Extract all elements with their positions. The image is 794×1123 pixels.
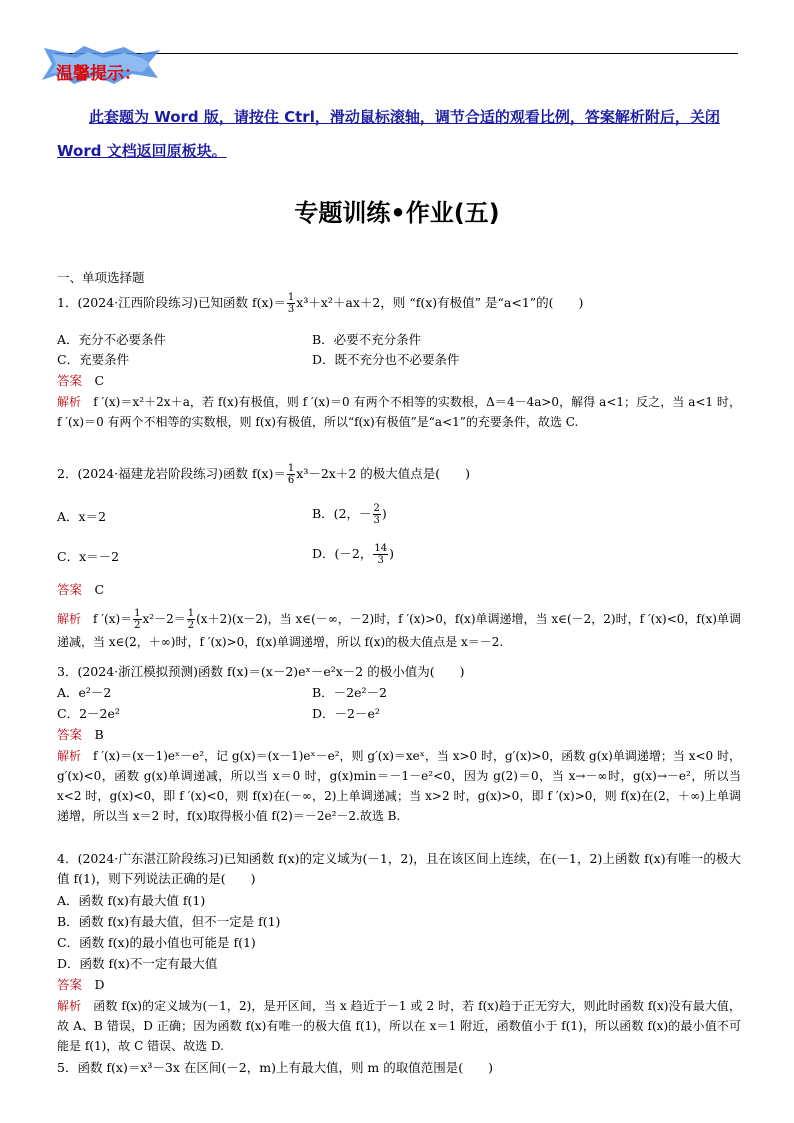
q5-stem: 5．函数 f(x)＝x³－3x 在区间(－2，m)上有最大值，则 m 的取值范围是( ) (57, 1060, 494, 1075)
q2-answer: 答案 C (57, 582, 105, 597)
q4-option-a: A．函数 f(x)有最大值 f(1) (57, 893, 206, 908)
q4-stem: 4．(2024·广东湛江阶段练习)已知函数 f(x)的定义域为(－1，2)，且在该区间上连续，在(－1，2)上函数 f(x)有唯一的极大值 f(1)，则下列说法正确的是( ) (57, 851, 741, 886)
q3-answer: 答案 B (57, 727, 104, 742)
q4-answer: 答案 D (57, 977, 105, 992)
q1-stem: 1．(2024·江西阶段练习)已知函数 f(x)＝ $\frac{1}{3}$ x³＋x²＋ax＋2，则 “f(x)有极值” 是“a<1”的( ) (57, 292, 584, 315)
q1-option-a: A．充分不必要条件 (57, 332, 167, 347)
q4-option-d: D．函数 f(x)不一定有最大值 (57, 956, 218, 971)
q3-option-a: A．e²－2 (57, 685, 112, 700)
q3-solution: 解析 f ′(x)＝(x－1)eˣ－e²，记 g(x)＝(x－1)eˣ－e²，则 g′(x)＝xeˣ，当 x>0 时，g′(x)>0，函数 g(x)单调递增；当 x<0 时，g′(x)<0，函数 g(x)单调递减，所以当 x＝0 时，g(x)min＝－1－e²<0，因为 g(2)＝0，当 x→－∞时，g(x)→－e²，所以当 x<2 时，g(x)<0，即 f ′(x)<0，则 f(x)在(－∞，2)上单调递减；当 x>2 时，g(x)>0，即 f ′(x)>0，则 f(x)在(2，＋∞)上单调递增，所以当 x＝2 时，f(x)取得极小值 f(2)＝－2e²－2.故选 B. (57, 749, 741, 823)
doc-title: 专题训练•作业(五) (294, 199, 500, 227)
q2-option-c: C．x＝－2 (57, 549, 120, 564)
q3-option-d: D．－2－e² (312, 706, 380, 721)
q1-solution: 解析 f ′(x)＝x²＋2x＋a，若 f(x)有极值，则 f ′(x)＝0 有两个不相等的实数根，Δ＝4－4a>0，解得 a<1；反之，当 a<1 时，f ′(x)＝0 有两个不相等的实数根，则 f(x)有极值，所以“f(x)有极值”是“a<1”的充要条件，故选 C. (57, 395, 741, 429)
q2-option-d: D．(－2， $\frac{14}{3}$ ) (312, 543, 394, 566)
q4-option-c: C．函数 f(x)的最小值也可能是 f(1) (57, 935, 256, 950)
q3-option-c: C．2－2e² (57, 706, 120, 721)
q4-solution: 解析 函数 f(x)的定义域为(－1，2)，是开区间，当 x 趋近于－1 或 2 时，若 f(x)趋于正无穷大，则此时函数 f(x)没有最大值，故 A、B 错误，D 正确；因为函数 f(x)有唯一的极大值 f(1)，所以在 x＝1 附近，函数值小于 f(1)，所以函数 f(x)的最小值不可能是 f(1)，故 C 错误、故选 D. (57, 999, 741, 1053)
q4-option-b: B．函数 f(x)有最大值，但不一定是 f(1) (57, 914, 281, 929)
q1-option-b: B．必要不充分条件 (312, 332, 422, 347)
q2-option-a: A．x＝2 (57, 509, 107, 524)
q2-solution: 解析 f ′(x)＝ $\frac{1}{2}$ x²－2＝ $\frac{1}{2}$ (x＋2)(x－2)，当 x∈(－∞，－2)时，f ′(x)>0，f(x)单调递增，当 x∈(－2，2)时，f ′(x)<0，f(x)单调递减，当 x∈(2，＋∞)时，f ′(x)>0，f(x)单调递增，所以 f(x)的极大值点是 x＝－2. (57, 608, 741, 649)
q1-option-d: D．既不充分也不必要条件 (312, 352, 460, 367)
q1-answer: 答案 C (57, 373, 105, 388)
q1-frac: $\frac{1}{3}$ (287, 292, 295, 315)
tip-title: 温馨提示： (56, 64, 141, 84)
q3-option-b: B．－2e²－2 (312, 685, 388, 700)
tip-body (57, 100, 739, 168)
q2-stem: 2．(2024·福建龙岩阶段练习)函数 f(x)＝ $\frac{1}{6}$ x³－2x＋2 的极大值点是( ) (57, 463, 471, 486)
q2-option-b: B．(2，－ $\frac{2}{3}$ ) (312, 503, 387, 526)
q3-stem: 3．(2024·浙江模拟预测)函数 f(x)＝(x－2)eˣ－e²x－2 的极小值为( ) (57, 664, 465, 679)
section-heading: 一、单项选择题 (57, 270, 145, 285)
q2-frac: $\frac{1}{6}$ (287, 463, 295, 486)
tip-body-text: 此套题为 Word 版，请按住 Ctrl，滑动鼠标滚轴，调节合适的观看比例，答案解析附后，关闭 Word 文档返回原板块。 (57, 108, 720, 160)
q1-option-c: C．充要条件 (57, 352, 130, 367)
